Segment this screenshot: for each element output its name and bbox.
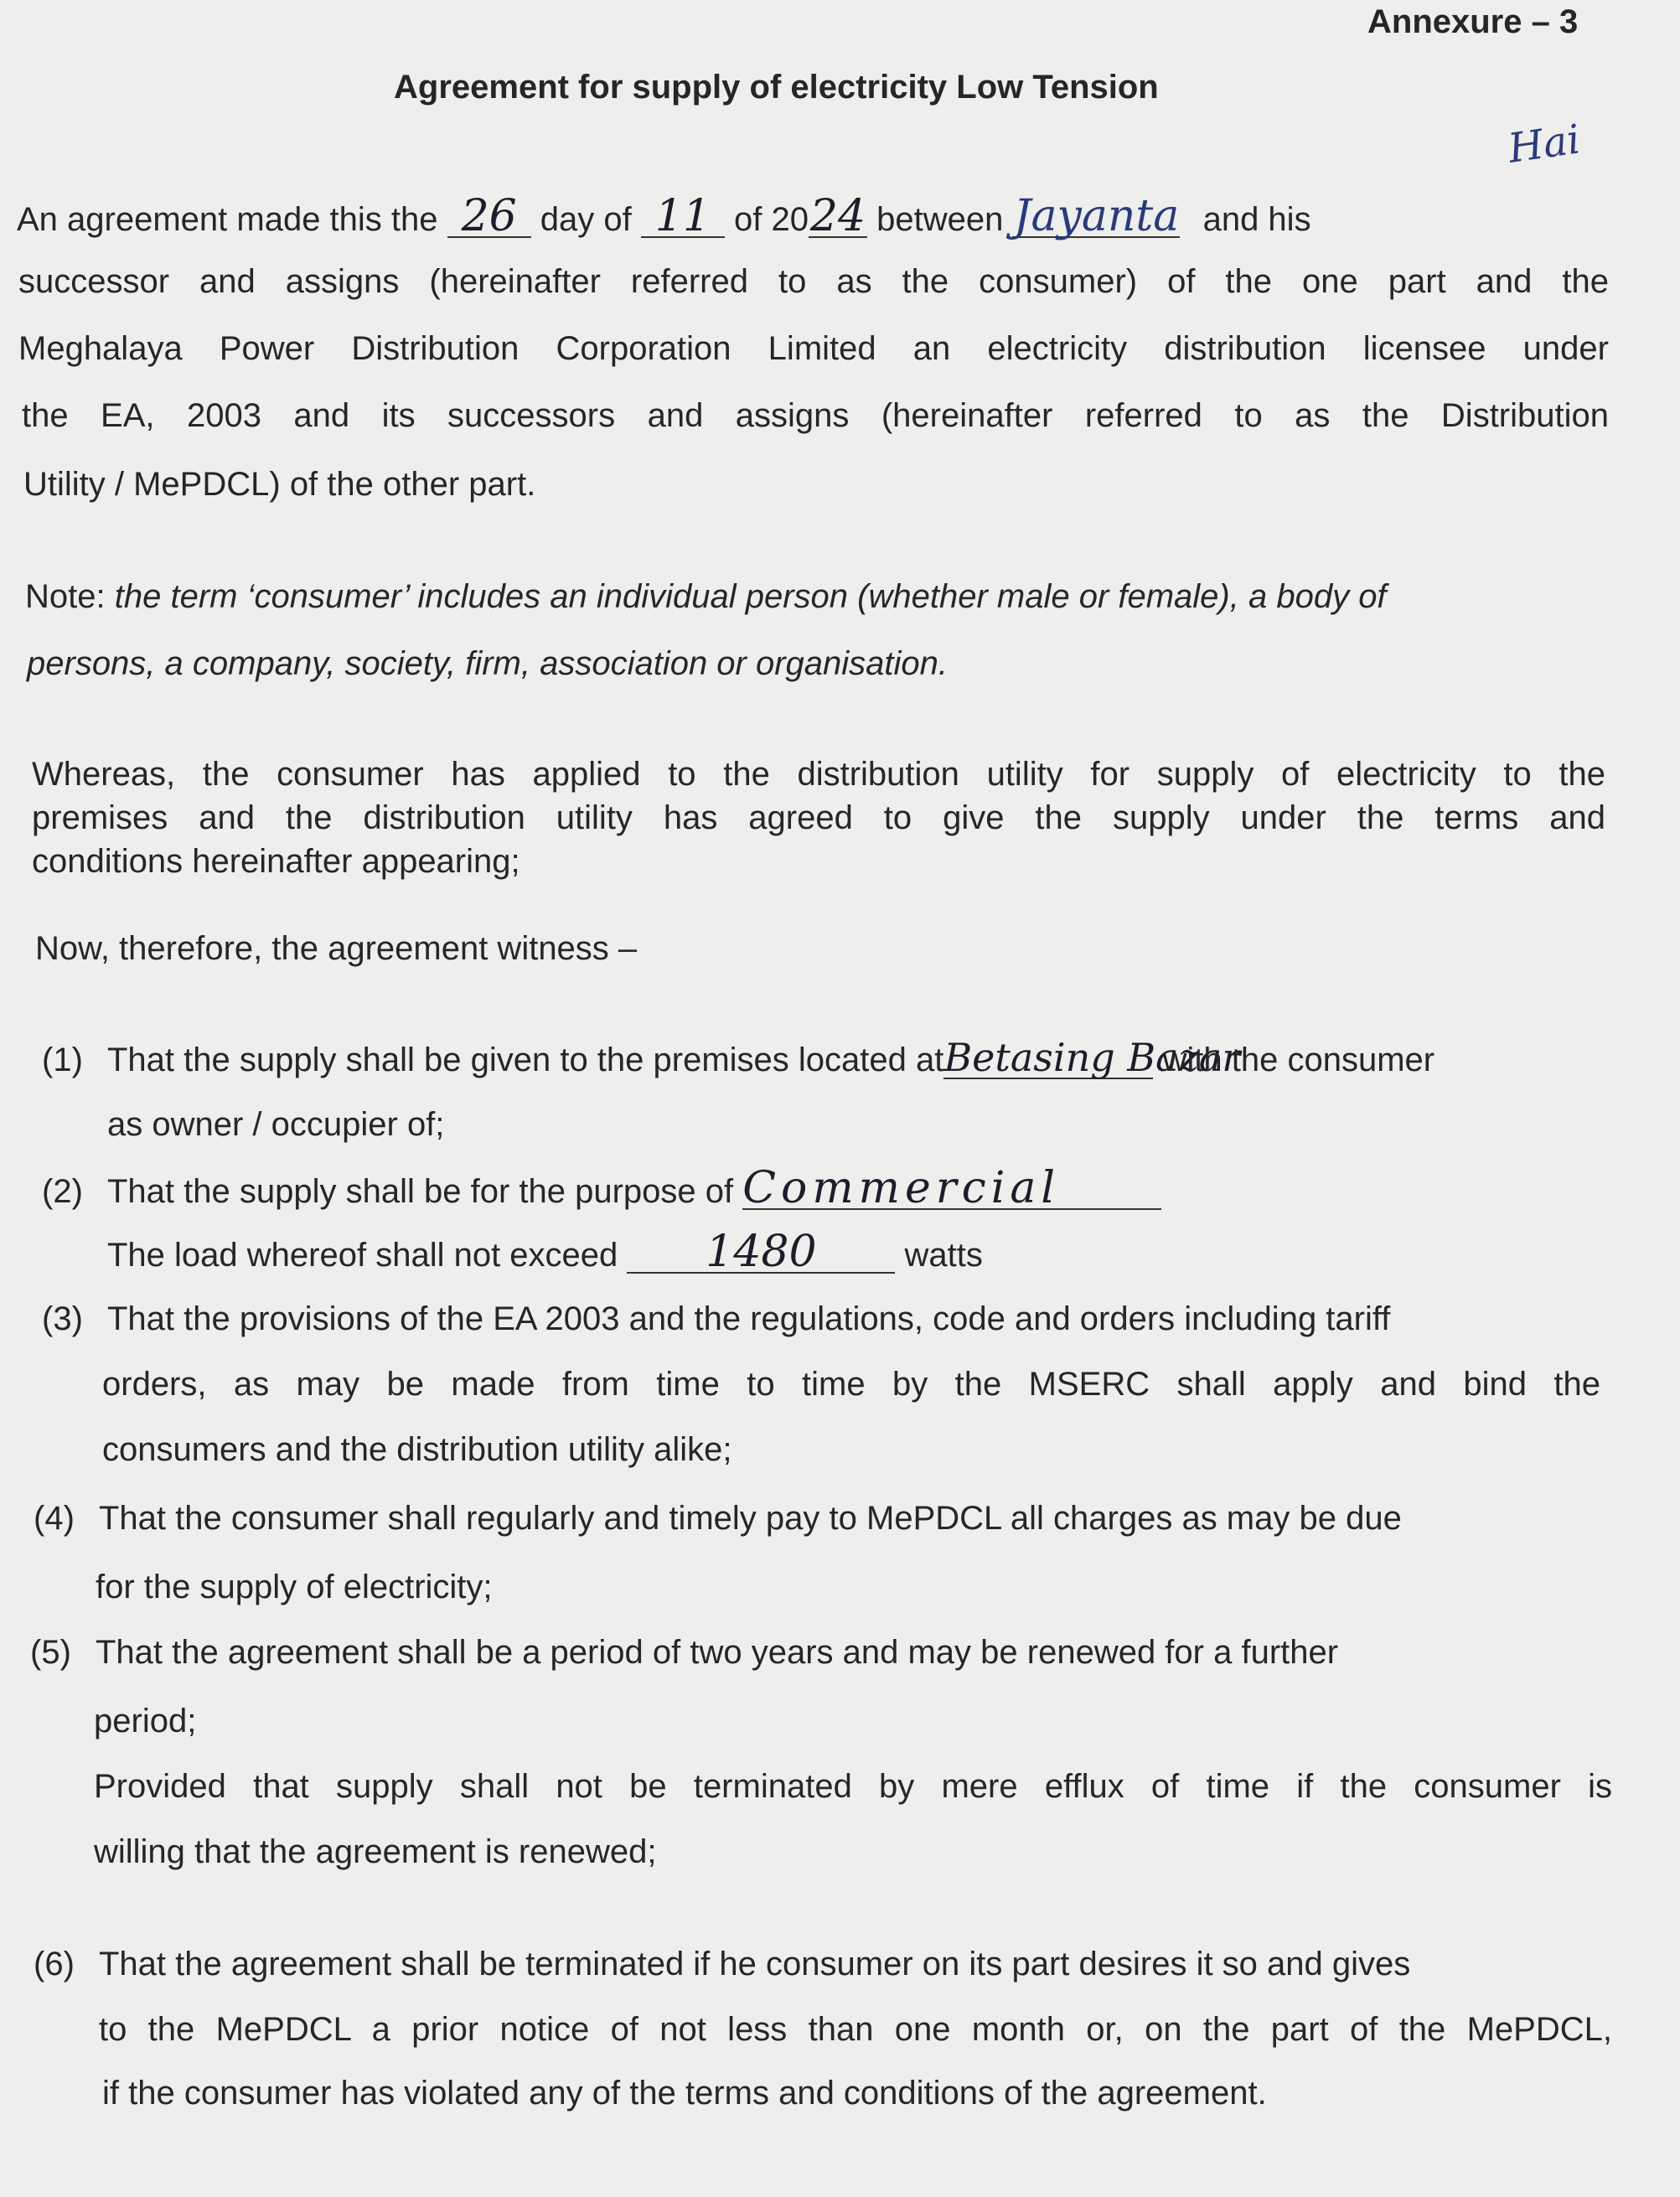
clause-5-line-4: willing that the agreement is renewed; [94, 1833, 657, 1870]
note-line-2: persons, a company, society, firm, association or organisation. [27, 645, 949, 682]
day-field: 26 [447, 196, 531, 238]
intro-text-2: day of [540, 201, 632, 238]
clause-3-number: (3) [42, 1300, 83, 1337]
clause-4-number: (4) [34, 1500, 75, 1537]
now-therefore-line: Now, therefore, the agreement witness – [35, 930, 638, 967]
load-unit: watts [904, 1237, 983, 1274]
intro-line-2: successor and assigns (hereinafter referred to as the consumer) of the one part and the [18, 263, 1609, 300]
intro-text-3: of 20 [734, 201, 809, 238]
clause-3-line-1 [42, 1299, 1600, 1339]
clause-2-number: (2) [42, 1173, 83, 1210]
clause-6-line-3: if the consumer has violated any of the terms and conditions of the agreement. [102, 2075, 1267, 2112]
clause-5-line-1 [30, 1632, 1612, 1672]
clause-5-number: (5) [30, 1634, 71, 1671]
clause-4-line-1 [34, 1498, 1609, 1538]
clause-1-line-1 [42, 1037, 1600, 1080]
clause-1-line-2: as owner / occupier of; [107, 1106, 445, 1143]
intro-line-4: the EA, 2003 and its successors and assigns (hereinafter referred to as the Distribution [22, 397, 1609, 434]
load-text: The load whereof shall not exceed [107, 1237, 618, 1274]
annexure-label: Annexure – 3 [1367, 3, 1579, 40]
clause-6-line-1 [34, 1944, 1612, 1984]
clause-4-text: That the consumer shall regularly and timely pay to MePDCL all charges as may be due [99, 1500, 1402, 1537]
clause-2-line-1 [42, 1163, 1161, 1213]
consumer-name-overflow: Hai [1505, 116, 1584, 173]
document-title: Agreement for supply of electricity Low Tension [394, 69, 1159, 106]
clause-2-text: That the supply shall be for the purpose of [107, 1173, 734, 1210]
clause-5-text: That the agreement shall be a period of two years and may be renewed for a further [96, 1634, 1339, 1671]
clause-3-text: That the provisions of the EA 2003 and the regulations, code and orders including tariff [107, 1300, 1391, 1337]
clause-6-text: That the agreement shall be terminated if he consumer on its part desires it so and gives [99, 1946, 1411, 1982]
clause-6-number: (6) [34, 1946, 75, 1982]
clause-3-line-3: consumers and the distribution utility alike; [102, 1431, 732, 1468]
purpose-field: Commercial [742, 1168, 1161, 1210]
whereas-line-3: conditions hereinafter appearing; [32, 843, 520, 880]
consumer-name-field: Jayanta [1013, 191, 1180, 241]
whereas-line-1: Whereas, the consumer has applied to the distribution utility for supply of electricity to the [32, 756, 1605, 793]
intro-line-3: Meghalaya Power Distribution Corporation Limited an electricity distribution licensee under [18, 330, 1609, 367]
clause-5-line-3: Provided that supply shall not be terminated by mere efflux of time if the consumer is [94, 1768, 1612, 1805]
month-field: 11 [641, 196, 725, 238]
clause-1-after: with the consumer [1162, 1042, 1435, 1078]
intro-text-5: and his [1202, 201, 1311, 238]
clause-2-line-2 [107, 1227, 983, 1277]
premises-field: Betasing Bazar [943, 1035, 1241, 1080]
intro-text-1: An agreement made this the [17, 201, 438, 238]
load-field: 1480 [627, 1232, 895, 1274]
note-text-1: the term ‘consumer’ includes an individual person (whether male or female), a body of [114, 578, 1387, 615]
clause-5-line-2: period; [94, 1703, 197, 1740]
note-line-1 [25, 576, 1609, 617]
intro-text-4: between [876, 201, 1004, 238]
note-label: Note: [25, 578, 106, 615]
intro-line-5: Utility / MePDCL) of the other part. [23, 466, 536, 503]
whereas-line-2: premises and the distribution utility has agreed to give the supply under the terms and [32, 799, 1605, 836]
clause-1-number: (1) [42, 1042, 83, 1078]
clause-1-text: That the supply shall be given to the premises located at [107, 1042, 944, 1078]
clause-4-line-2: for the supply of electricity; [96, 1569, 493, 1605]
intro-line-1 [17, 191, 1609, 241]
year-field: 24 [809, 191, 866, 241]
clause-3-line-2: orders, as may be made from time to time by the MSERC shall apply and bind the [102, 1366, 1600, 1403]
clause-6-line-2: to the MePDCL a prior notice of not less than one month or, on the part of the MePDCL, [99, 2011, 1612, 2048]
